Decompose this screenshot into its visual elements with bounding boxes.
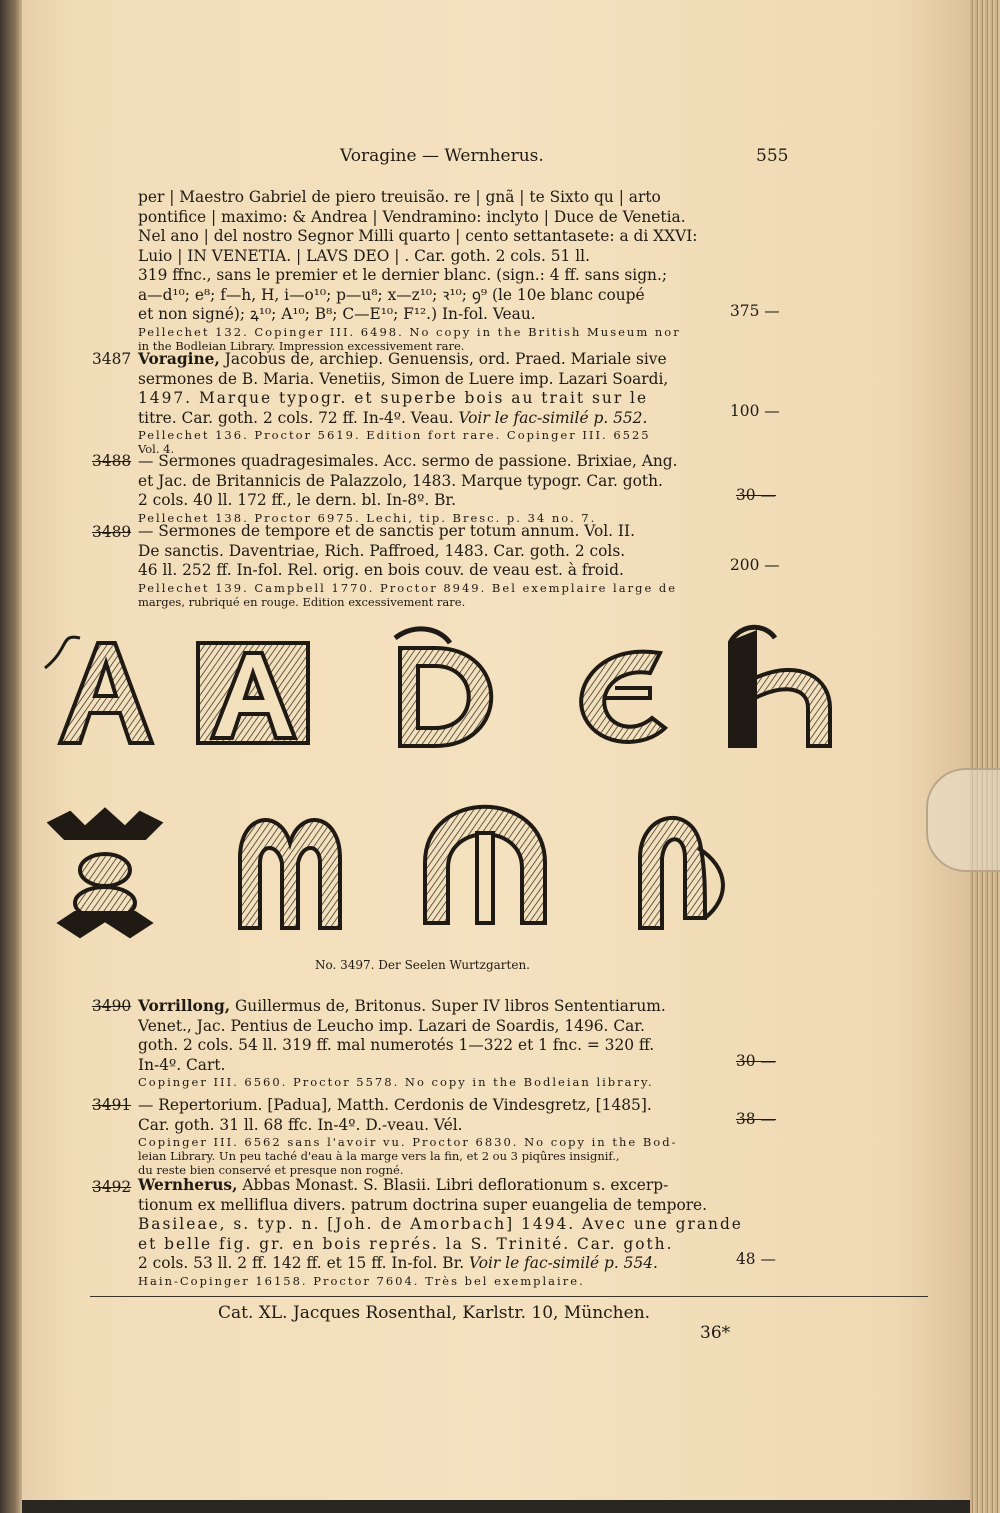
running-head: Voragine — Wernherus.	[340, 146, 544, 166]
price: 38 —	[736, 1110, 776, 1128]
book-binding	[0, 0, 22, 1513]
figure-caption: No. 3497. Der Seelen Wurtzgarten.	[315, 958, 530, 972]
entry-head: Voragine,	[138, 350, 220, 368]
footer-imprint: Cat. XL. Jacques Rosenthal, Karlstr. 10, München.	[218, 1303, 651, 1323]
woodcut-initials-figure	[40, 618, 860, 948]
bibliographic-note: Hain-Copinger 16158. Proctor 7604. Très bel exemplaire.	[138, 1273, 585, 1288]
bibliographic-note: leian Library. Un peu taché d'eau à la marge vers la fin, et 2 ou 3 piqûres insignif.,	[138, 1149, 620, 1163]
bibliographic-note: Pellechet 132. Copinger III. 6498. No copy in the British Museum nor	[138, 324, 681, 339]
initial-n-ornate	[640, 818, 723, 928]
initial-h-blackletter	[730, 627, 830, 746]
lot-number: 3488	[92, 452, 132, 470]
price: 100 —	[730, 402, 780, 420]
bibliographic-note: Copinger III. 6562 sans l'avoir vu. Proctor 6830. No copy in the Bod-	[138, 1135, 678, 1149]
initial-a-ornate	[45, 637, 152, 743]
bibliographic-note: marges, rubriqué en rouge. Edition excessivement rare.	[138, 594, 466, 609]
initial-e-ornate	[581, 652, 665, 742]
page-edges	[970, 0, 1000, 1513]
lot-number: 3492	[92, 1178, 132, 1196]
price: 375 —	[730, 302, 780, 320]
lot-number: 3489	[92, 523, 132, 541]
entry-head: Vorrillong,	[138, 997, 231, 1015]
initial-m-rounded	[425, 807, 545, 923]
initial-d-dragon	[395, 629, 491, 746]
price: 48 —	[736, 1250, 776, 1268]
entry-3490: Vorrillong, Guillermus de, Britonus. Super IV libros Sententiarum. Venet., Jac. Pentius de Leucho imp. Lazari de Soardis, 1496. Car. goth. 2 cols. 54 ll. 319 ff. mal numerotés 1—322 et 1 fnc. = 320 ff. In-4º. Cart. Copinger III. 6560. Proctor 5578. No copy in the Bodleian library.	[138, 997, 728, 1089]
lot-number: 3487	[92, 350, 132, 368]
entry-3487: Voragine, Jacobus de, archiep. Genuensis, ord. Praed. Mariale sive sermones de B. Maria. Venetiis, Simon de Luere imp. Lazari Soardi, 1497. Marque typogr. et superbe bois au trait sur le titre. Car. goth. 2 cols. 72 ff. In-4º. Veau. Voir le fac-similé p. 552. Pellechet 136. Proctor 5619. Edition fort rare. Copinger III. 6525 Vol. 4.	[138, 350, 728, 456]
footer-rule	[90, 1296, 928, 1297]
lot-number: 3491	[92, 1096, 132, 1114]
bibliographic-note: Copinger III. 6560. Proctor 5578. No copy in the Bodleian library.	[138, 1075, 654, 1089]
price: 30 —	[736, 486, 776, 504]
entry-3491: — Repertorium. [Padua], Matth. Cerdonis de Vindesgretz, [1485]. Car. goth. 31 ll. 68 ffc. In-4º. D.-veau. Vél. Copinger III. 6562 sans l'avoir vu. Proctor 6830. No copy in the Bod- leian Library. Un peu taché d'eau à la marge vers la fin, et 2 ou 3 piqûres insignif., du reste bien conservé et presque non rogné.	[138, 1096, 728, 1177]
bibliographic-note: du reste bien conservé et presque non rogné.	[138, 1163, 404, 1177]
initial-a-framed	[198, 643, 308, 743]
glass-clip	[926, 768, 1000, 872]
bibliographic-note: Pellechet 138. Proctor 6975. Lechi, tip. Bresc. p. 34 no. 7.	[138, 510, 597, 525]
entry-3488: — Sermones quadragesimales. Acc. sermo de passione. Brixiae, Ang. et Jac. de Britannicis de Palazzolo, 1483. Marque typogr. Car. goth. 2 cols. 40 ll. 172 ff., le dern. bl. In-8º. Br. Pellechet 138. Proctor 6975. Lechi, tip. Bresc. p. 34 no. 7.	[138, 452, 728, 525]
lot-number: 3490	[92, 997, 132, 1015]
initial-m-ornate	[240, 820, 340, 928]
facsimile-reference: Voir le fac-similé p. 552.	[458, 408, 648, 427]
bibliographic-note: Pellechet 139. Campbell 1770. Proctor 8949. Bel exemplaire large de	[138, 580, 678, 595]
facsimile-reference: Voir le fac-similé p. 554.	[469, 1254, 658, 1272]
entry-3492: Wernherus, Abbas Monast. S. Blasii. Libri deflorationum s. excerp- tionum ex melliflua divers. patrum doctrina super euangelia de tempore. Basileae, s. typ. n. [Joh. de Amorbach] 1494. Avec une grande et belle fig. gr. en bois représ. la S. Trinité. Car. goth. 2 cols. 53 ll. 2 ff. 142 ff. et 15 ff. In-fol. Br. Voir le fac-similé p. 554. Hain-Copinger 16158. Proctor 7604. Très bel exemplaire.	[138, 1176, 743, 1288]
signature-mark: 36*	[700, 1323, 731, 1343]
bibliographic-note: Vol. 4.	[138, 442, 175, 456]
bibliographic-note: Pellechet 136. Proctor 5619. Edition fort rare. Copinger III. 6525	[138, 428, 651, 442]
entry-continuation: per | Maestro Gabriel de piero treuisão. re | gnã | te Sixto qu | arto pontifice | maximo: & Andrea | Vendramino: inclyto | Duce de Venetia. Nel ano | del nostro Segnor Milli quarto | cento settantasete: a di XXVI: Luio | IN VENETIA. | LAVS DEO | . Car. goth. 2 cols. 51 ll. 319 ffnc., sans le premier et le dernier blanc. (sign.: 4 ff. sans sign.; a—d¹⁰; e⁸; f—h, H, i—o¹⁰; p—u⁸; x—z¹⁰; ꝛ¹⁰; ꝯ⁹ (le 10e blanc coupé et non signé); ꝝ¹⁰; A¹⁰; B⁸; C—E¹⁰; F¹².) In-fol. Veau. Pellechet 132. Copinger III. 6498. No copy in the British Museum nor in the Bodleian Library. Impression excessivement rare.	[138, 188, 728, 353]
page-number: 555	[756, 146, 789, 166]
bibliographic-note: in the Bodleian Library. Impression excessivement rare.	[138, 338, 465, 353]
price: 30 —	[736, 1052, 776, 1070]
entry-3489: — Sermones de tempore et de sanctis per totum annum. Vol. II. De sanctis. Daventriae, Rich. Paffroed, 1483. Car. goth. 2 cols. 46 ll. 252 ff. In-fol. Rel. orig. en bois couv. de veau est. à froid. Pellechet 139. Campbell 1770. Proctor 8949. Bel exemplaire large de marges, rubriqué en rouge. Edition excessivement rare.	[138, 522, 728, 609]
entry-head: Wernherus,	[138, 1176, 238, 1194]
price: 200 —	[730, 556, 780, 574]
initial-i-crowned	[50, 810, 160, 936]
